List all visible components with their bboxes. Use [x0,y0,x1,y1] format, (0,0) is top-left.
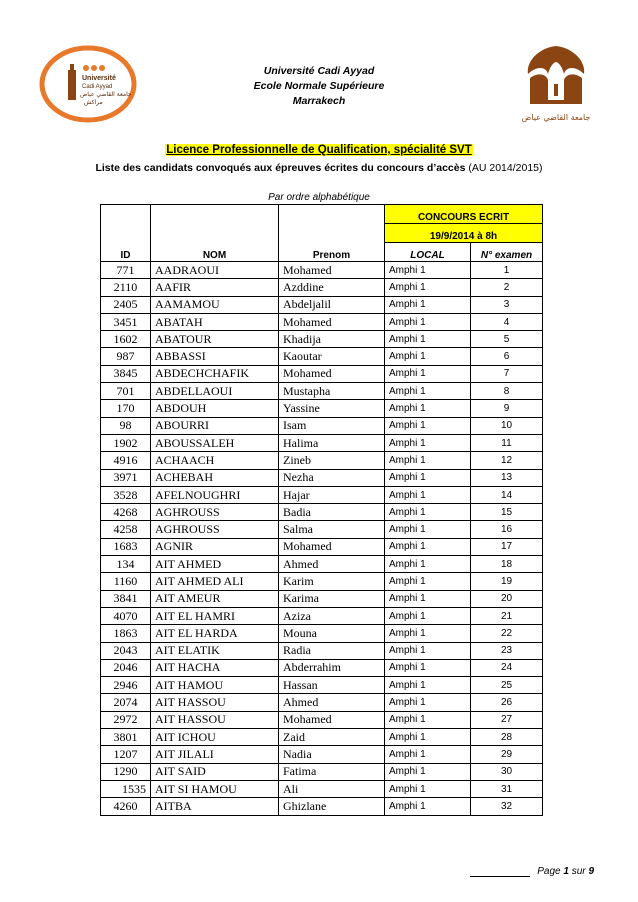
cell-id: 1602 [101,331,151,348]
table-row [101,746,543,763]
cell-nom: AIT EL HARDA [151,625,279,642]
cell-id: 1290 [101,763,151,780]
cell-nom: ACHEBAH [151,469,279,486]
cell-local: Amphi 1 [385,331,471,348]
footer-page-word: Page [537,866,561,877]
col-header-nom: NOM [151,205,279,262]
table-row [101,262,543,279]
table-body [101,262,543,816]
cell-exam-number: 23 [471,642,543,659]
cell-exam-number: 1 [471,262,543,279]
cell-nom: AIT AHMED [151,556,279,573]
table-row [101,573,543,590]
table-row [101,642,543,659]
cell-local: Amphi 1 [385,625,471,642]
cell-exam-number: 10 [471,417,543,434]
cell-exam-number: 5 [471,331,543,348]
footer-page-num: 1 [563,866,569,877]
cell-exam-number: 26 [471,694,543,711]
cell-id: 170 [101,400,151,417]
cell-exam-number: 6 [471,348,543,365]
cell-prenom: Mohamed [279,711,385,728]
table-row [101,434,543,451]
col-header-id: ID [101,205,151,262]
cell-nom: ACHAACH [151,452,279,469]
cell-exam-number: 18 [471,556,543,573]
title-text: Licence Professionnelle de Qualification, spécialité SVT [166,144,472,156]
cell-local: Amphi 1 [385,590,471,607]
cell-prenom: Yassine [279,400,385,417]
cell-nom: ABDECHCHAFIK [151,365,279,382]
table-row [101,452,543,469]
cell-local: Amphi 1 [385,383,471,400]
footer-sur-word: sur [571,866,586,877]
cell-local: Amphi 1 [385,313,471,330]
cell-id: 1863 [101,625,151,642]
table-row [101,590,543,607]
cell-id: 1207 [101,746,151,763]
cell-nom: AIT ELATIK [151,642,279,659]
cell-prenom: Ahmed [279,556,385,573]
cell-prenom: Zaid [279,729,385,746]
cell-id: 3841 [101,590,151,607]
cell-prenom: Mouna [279,625,385,642]
cell-local: Amphi 1 [385,417,471,434]
cell-prenom: Mohamed [279,313,385,330]
col-header-num: N° examen [471,243,543,262]
cell-prenom: Mohamed [279,538,385,555]
cell-local: Amphi 1 [385,521,471,538]
table-row [101,331,543,348]
cell-id: 2972 [101,711,151,728]
cell-exam-number: 12 [471,452,543,469]
cell-nom: ABOURRI [151,417,279,434]
cell-id: 2043 [101,642,151,659]
order-note: Par ordre alphabétique [268,192,370,203]
col-header-local: LOCAL [385,243,471,262]
group-header-concours: CONCOURS ECRIT [385,205,543,224]
date-header: 19/9/2014 à 8h [385,224,543,243]
header-line-3: Marrakech [292,95,346,107]
cell-id: 4268 [101,504,151,521]
cell-local: Amphi 1 [385,763,471,780]
cell-prenom: Khadija [279,331,385,348]
cell-id: 1535 [101,780,151,797]
table-row [101,694,543,711]
cell-exam-number: 8 [471,383,543,400]
cell-id: 134 [101,556,151,573]
cell-exam-number: 3 [471,296,543,313]
cell-exam-number: 21 [471,607,543,624]
cell-exam-number: 27 [471,711,543,728]
cell-nom: ABATAH [151,313,279,330]
cell-exam-number: 15 [471,504,543,521]
table-row [101,383,543,400]
cell-exam-number: 17 [471,538,543,555]
cell-local: Amphi 1 [385,538,471,555]
subtitle-bold: Liste des candidats convoqués aux épreuves écrites du concours d’accès [95,162,466,174]
cell-id: 2405 [101,296,151,313]
cell-local: Amphi 1 [385,711,471,728]
cell-prenom: Mohamed [279,365,385,382]
table-row [101,798,543,815]
cell-id: 2046 [101,659,151,676]
table-row [101,659,543,676]
cell-nom: AIT ICHOU [151,729,279,746]
cell-id: 4260 [101,798,151,815]
cell-prenom: Karim [279,573,385,590]
cell-local: Amphi 1 [385,607,471,624]
cell-nom: ABOUSSALEH [151,434,279,451]
cell-prenom: Aziza [279,607,385,624]
table-row [101,625,543,642]
cell-id: 3451 [101,313,151,330]
cell-local: Amphi 1 [385,296,471,313]
table-row [101,780,543,797]
cell-prenom: Fatima [279,763,385,780]
cell-nom: ABATOUR [151,331,279,348]
cell-nom: AIT HASSOU [151,711,279,728]
cell-local: Amphi 1 [385,279,471,296]
table-row [101,400,543,417]
cell-nom: AIT AHMED ALI [151,573,279,590]
logo-left-text-1: Université [82,75,116,82]
cell-nom: AADRAOUI [151,262,279,279]
cell-exam-number: 19 [471,573,543,590]
table-row [101,521,543,538]
cell-id: 4258 [101,521,151,538]
header-line-1: Université Cadi Ayyad [263,65,375,77]
cell-prenom: Ali [279,780,385,797]
cell-prenom: Mohamed [279,262,385,279]
cell-prenom: Karima [279,590,385,607]
cell-id: 1902 [101,434,151,451]
cell-prenom: Salma [279,521,385,538]
logo-left-text-3: جامعة القاضي عياض [80,91,132,98]
cell-id: 2110 [101,279,151,296]
cell-prenom: Kaoutar [279,348,385,365]
cell-exam-number: 25 [471,677,543,694]
table-row [101,763,543,780]
cell-id: 4070 [101,607,151,624]
cell-prenom: Mustapha [279,383,385,400]
table-row [101,486,543,503]
cell-local: Amphi 1 [385,504,471,521]
cell-local: Amphi 1 [385,262,471,279]
cell-exam-number: 16 [471,521,543,538]
cell-prenom: Ghizlane [279,798,385,815]
cell-nom: ABBASSI [151,348,279,365]
col-header-prenom: Prenom [279,205,385,262]
cell-local: Amphi 1 [385,469,471,486]
document-title [0,144,638,156]
cell-id: 4916 [101,452,151,469]
cell-local: Amphi 1 [385,348,471,365]
cell-local: Amphi 1 [385,798,471,815]
cell-id: 1683 [101,538,151,555]
cell-prenom: Radia [279,642,385,659]
cell-id: 3528 [101,486,151,503]
cell-id: 3845 [101,365,151,382]
cell-prenom: Isam [279,417,385,434]
candidates-table [100,204,543,816]
logo-right-text: جامعة القاضي عياض [521,113,591,122]
cell-exam-number: 2 [471,279,543,296]
cell-local: Amphi 1 [385,746,471,763]
table-row [101,729,543,746]
cell-exam-number: 7 [471,365,543,382]
page-footer [470,866,594,877]
table-row [101,711,543,728]
cell-local: Amphi 1 [385,642,471,659]
cell-nom: AIT SI HAMOU [151,780,279,797]
cell-prenom: Halima [279,434,385,451]
cell-id: 2946 [101,677,151,694]
cell-local: Amphi 1 [385,365,471,382]
cell-nom: AGHROUSS [151,504,279,521]
table-row [101,313,543,330]
cell-local: Amphi 1 [385,780,471,797]
document-subtitle [0,162,638,174]
table-row [101,504,543,521]
cell-prenom: Hajar [279,486,385,503]
cell-local: Amphi 1 [385,486,471,503]
cell-prenom: Badia [279,504,385,521]
cell-exam-number: 28 [471,729,543,746]
logo-left-text-4: مراكش [84,99,103,106]
cell-nom: ABDELLAOUI [151,383,279,400]
cell-local: Amphi 1 [385,729,471,746]
institution-header [0,64,638,109]
table-row [101,296,543,313]
cell-nom: AAFIR [151,279,279,296]
cell-exam-number: 22 [471,625,543,642]
cell-nom: AAMAMOU [151,296,279,313]
cell-exam-number: 30 [471,763,543,780]
cell-nom: AFELNOUGHRI [151,486,279,503]
table-row [101,279,543,296]
cell-local: Amphi 1 [385,677,471,694]
table-row [101,365,543,382]
table-row [101,677,543,694]
cell-exam-number: 9 [471,400,543,417]
subtitle-normal: (AU 2014/2015) [465,162,543,174]
cell-id: 3801 [101,729,151,746]
cell-local: Amphi 1 [385,573,471,590]
footer-line [470,876,530,877]
cell-id: 2074 [101,694,151,711]
cell-exam-number: 24 [471,659,543,676]
cell-nom: AGHROUSS [151,521,279,538]
cell-prenom: Azddine [279,279,385,296]
logo-left-text-2: Cadi Ayyad [82,84,113,90]
cell-exam-number: 32 [471,798,543,815]
cell-nom: AIT JILALI [151,746,279,763]
cell-nom: AIT HACHA [151,659,279,676]
cell-exam-number: 4 [471,313,543,330]
cell-nom: AITBA [151,798,279,815]
cell-exam-number: 13 [471,469,543,486]
table-row [101,556,543,573]
table-row [101,348,543,365]
cell-prenom: Hassan [279,677,385,694]
cell-nom: AIT HAMOU [151,677,279,694]
cell-id: 1160 [101,573,151,590]
cell-prenom: Nadia [279,746,385,763]
cell-nom: ABDOUH [151,400,279,417]
table-row [101,607,543,624]
cell-local: Amphi 1 [385,452,471,469]
cell-exam-number: 20 [471,590,543,607]
cell-exam-number: 11 [471,434,543,451]
cell-prenom: Ahmed [279,694,385,711]
table-row [101,469,543,486]
cell-prenom: Zineb [279,452,385,469]
footer-page-total: 9 [588,866,594,877]
cell-nom: AGNIR [151,538,279,555]
cell-prenom: Abdeljalil [279,296,385,313]
cell-prenom: Abderrahim [279,659,385,676]
table-row [101,538,543,555]
header-line-2: Ecole Normale Supérieure [253,80,385,92]
cell-local: Amphi 1 [385,694,471,711]
cell-local: Amphi 1 [385,556,471,573]
cell-nom: AIT EL HAMRI [151,607,279,624]
cell-nom: AIT SAID [151,763,279,780]
cell-nom: AIT HASSOU [151,694,279,711]
cell-prenom: Nezha [279,469,385,486]
cell-id: 701 [101,383,151,400]
cell-exam-number: 29 [471,746,543,763]
cell-exam-number: 31 [471,780,543,797]
cell-local: Amphi 1 [385,400,471,417]
cell-nom: AIT AMEUR [151,590,279,607]
cell-id: 987 [101,348,151,365]
cell-id: 3971 [101,469,151,486]
cell-local: Amphi 1 [385,659,471,676]
cell-id: 771 [101,262,151,279]
cell-id: 98 [101,417,151,434]
cell-exam-number: 14 [471,486,543,503]
cell-local: Amphi 1 [385,434,471,451]
table-row [101,417,543,434]
